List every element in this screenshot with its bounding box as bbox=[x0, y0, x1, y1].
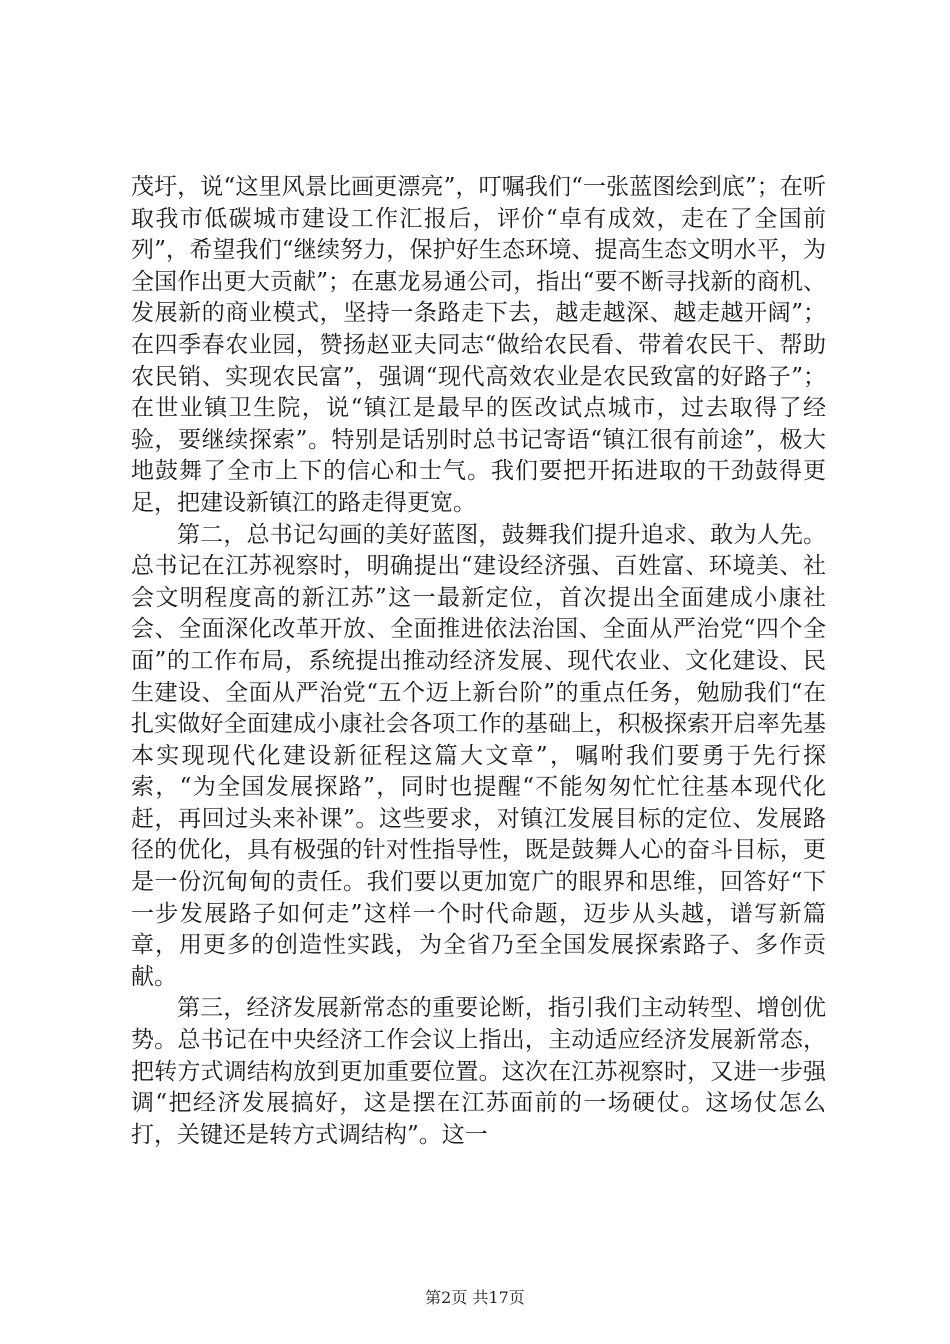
paragraph-second-point: 第二，总书记勾画的美好蓝图，鼓舞我们提升追求、敢为人先。总书记在江苏视察时，明确提出“建设经济强、百姓富、环境美、社会文明程度高的新江苏”这一最新定位，首次提出全面建成小康社会、全面深化改革开放、全面推进依法治国、全面从严治党“四个全面”的工作布局，系统提出推动经济发展、现代农业、文化建设、民生建设、全面从严治党“五个迈上新台阶”的重点任务，勉励我们“在扎实做好全面建成小康社会各项工作的基础上，积极探索开启率先基本实现现代化建设新征程这篇大文章”，嘱咐我们要勇于先行探索，“为全国发展探路”，同时也提醒“不能匆匆忙忙往基本现代化赶，再回过头来补课”。这些要求，对镇江发展目标的定位、发展路径的优化，具有极强的针对性指导性，既是鼓舞人心的奋斗目标，更是一份沉甸甸的责任。我们要以更加宽广的眼界和思维，回答好“下一步发展路子如何走”这样一个时代命题，迈步从头越，谱写新篇章，用更多的创造性实践，为全省乃至全国发展探索路子、多作贡献。 bbox=[131, 521, 826, 990]
document-body bbox=[131, 172, 826, 1151]
paragraph-continued: 茂圩，说“这里风景比画更漂亮”，叮嘱我们“一张蓝图绘到底”；在听取我市低碳城市建设工作汇报后，评价“卓有成效，走在了全国前列”，希望我们“继续努力，保护好生态环境、提高生态文明水平，为全国作出更大贡献”；在惠龙易通公司，指出“要不断寻找新的商机、发展新的商业模式，坚持一条路走下去，越走越深、越走越开阔”；在四季春农业园，赞扬赵亚夫同志“做给农民看、带着农民干、帮助农民销、实现农民富”，强调“现代高效农业是农民致富的好路子”；在世业镇卫生院，说“镇江是最早的医改试点城市，过去取得了经验，要继续探索”。特别是话别时总书记寄语“镇江很有前途”，极大地鼓舞了全市上下的信心和士气。我们要把开拓进取的干劲鼓得更足，把建设新镇江的路走得更宽。 bbox=[131, 174, 826, 516]
paragraph-third-point: 第三，经济发展新常态的重要论断，指引我们主动转型、增创优势。总书记在中央经济工作会议上指出，主动适应经济发展新常态，把转方式调结构放到更加重要位置。这次在江苏视察时，又进一步强调“把经济发展搞好，这是摆在江苏面前的一场硬仗。这场仗怎么打，关键还是转方式调结构”。这一 bbox=[131, 995, 826, 1148]
page-number-footer: 第2页 共17页 bbox=[425, 1288, 525, 1307]
